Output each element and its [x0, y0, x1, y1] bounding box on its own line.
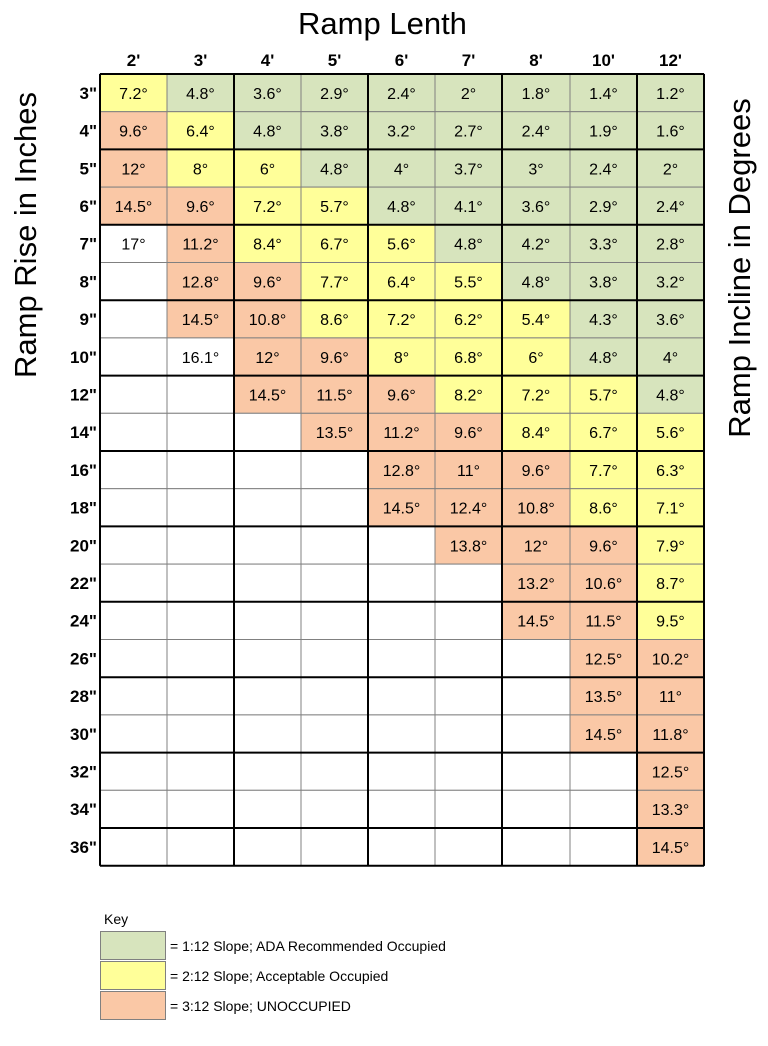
table-cell — [100, 338, 167, 376]
table-cell — [435, 790, 502, 828]
table-cell — [100, 300, 167, 338]
y-axis-title: Ramp Rise in Inches — [8, 91, 43, 379]
table-cell — [435, 753, 502, 791]
table-cell — [368, 753, 435, 791]
cell-value: 8° — [192, 161, 209, 179]
cell-value: 11.5° — [585, 613, 622, 631]
cell-value: 12.8° — [382, 462, 421, 480]
table-cell — [502, 640, 570, 678]
row-header: 18" — [70, 498, 97, 518]
cell-value: 14.5° — [114, 198, 153, 216]
table-cell — [301, 790, 368, 828]
cell-value: 8.2° — [454, 387, 483, 405]
table-cell — [100, 451, 167, 489]
row-header: 32" — [70, 762, 97, 782]
row-header: 3" — [79, 83, 97, 103]
cell-value: 11.8° — [652, 726, 689, 744]
cell-value: 7.7° — [589, 462, 618, 480]
cell-value: 6.4° — [387, 274, 416, 292]
table-cell — [234, 564, 301, 602]
table-cell — [167, 376, 234, 414]
table-cell — [234, 753, 301, 791]
table-cell — [234, 602, 301, 640]
table-cell — [167, 489, 234, 527]
column-header: 3' — [193, 51, 208, 70]
cell-value: 11.2° — [182, 236, 219, 254]
table-cell — [234, 526, 301, 564]
row-header: 4" — [79, 121, 97, 141]
table-cell — [368, 715, 435, 753]
table-cell — [368, 564, 435, 602]
cell-value: 11.2° — [383, 425, 420, 443]
cell-value: 2.9° — [589, 198, 618, 216]
cell-value: 2.4° — [589, 161, 618, 179]
cell-value: 8.6° — [589, 500, 618, 518]
cell-value: 7.1° — [656, 500, 685, 518]
cell-value: 12.4° — [449, 500, 488, 518]
cell-value: 14.5° — [651, 839, 690, 857]
cell-value: 11° — [658, 689, 683, 707]
cell-value: 16.1° — [181, 349, 220, 367]
cell-value: 3.2° — [656, 274, 685, 292]
legend-title: Key — [104, 911, 129, 927]
table-cell — [502, 677, 570, 715]
table-cell — [301, 828, 368, 866]
table-cell — [100, 489, 167, 527]
cell-value: 8.4° — [253, 236, 282, 254]
table-cell — [100, 564, 167, 602]
cell-value: 4.8° — [186, 85, 215, 103]
table-cell — [167, 715, 234, 753]
cell-value: 14.5° — [181, 312, 220, 330]
row-header: 28" — [70, 687, 97, 707]
table-cell — [301, 451, 368, 489]
cell-value: 11.5° — [316, 387, 353, 405]
cell-value: 2.7° — [454, 123, 483, 141]
cell-value: 14.5° — [584, 726, 623, 744]
row-header: 20" — [70, 536, 97, 556]
table-cell — [234, 828, 301, 866]
cell-value: 6.3° — [656, 462, 685, 480]
table-cell — [301, 564, 368, 602]
cell-value: 5.6° — [656, 425, 685, 443]
value-axis-title: Ramp Incline in Degrees — [722, 98, 757, 438]
cell-value: 12.5° — [651, 764, 690, 782]
cell-value: 10.8° — [248, 312, 287, 330]
cell-value: 9.6° — [589, 538, 618, 556]
cell-value: 4.8° — [454, 236, 483, 254]
cell-value: 6.4° — [186, 123, 215, 141]
cell-value: 12.8° — [181, 274, 220, 292]
row-header: 8" — [79, 272, 97, 292]
cell-value: 1.2° — [656, 85, 685, 103]
table-cell — [100, 715, 167, 753]
table-cell — [435, 715, 502, 753]
table-cell — [167, 753, 234, 791]
legend-swatch-acceptable — [100, 961, 166, 990]
column-header: 2' — [126, 51, 141, 70]
row-header: 10" — [70, 347, 97, 367]
table-cell — [301, 489, 368, 527]
cell-value: 2° — [662, 161, 679, 179]
cell-value: 4.8° — [656, 387, 685, 405]
cell-value: 4.8° — [387, 198, 416, 216]
legend-swatch-unoccupied — [100, 991, 166, 1020]
table-cell — [100, 376, 167, 414]
table-cell — [100, 263, 167, 301]
row-header: 30" — [70, 724, 97, 744]
cell-value: 9.6° — [320, 349, 349, 367]
cell-value: 1.6° — [656, 123, 685, 141]
cell-value: 6.7° — [320, 236, 349, 254]
cell-value: 7.2° — [253, 198, 282, 216]
cell-value: 2.4° — [521, 123, 551, 141]
table-cell — [301, 715, 368, 753]
cell-value: 10.8° — [517, 500, 555, 518]
table-cell — [234, 451, 301, 489]
cell-value: 11° — [456, 462, 481, 480]
cell-value: 3° — [528, 161, 544, 179]
cell-value: 8° — [393, 349, 410, 367]
table-cell — [100, 602, 167, 640]
cell-value: 6° — [259, 161, 276, 179]
cell-value: 17° — [121, 236, 146, 254]
cell-value: 2.8° — [656, 236, 685, 254]
table-cell — [301, 526, 368, 564]
cell-value: 7.2° — [387, 312, 416, 330]
cell-value: 2° — [460, 85, 477, 103]
table-cell — [167, 451, 234, 489]
row-header: 36" — [70, 837, 97, 857]
chart-title: Ramp Lenth — [298, 6, 467, 41]
table-cell — [435, 564, 502, 602]
cell-value: 9.5° — [656, 613, 685, 631]
table-cell — [234, 715, 301, 753]
table-cell — [368, 828, 435, 866]
table-cell — [301, 677, 368, 715]
table-cell — [100, 790, 167, 828]
table-cell — [301, 640, 368, 678]
cell-value: 8.4° — [521, 425, 551, 443]
cell-value: 3.3° — [589, 236, 618, 254]
cell-value: 3.8° — [320, 123, 349, 141]
cell-value: 6.2° — [454, 312, 483, 330]
cell-value: 5.6° — [387, 236, 416, 254]
table-cell — [100, 640, 167, 678]
row-header: 7" — [79, 234, 97, 254]
table-cell — [167, 413, 234, 451]
row-header: 34" — [70, 800, 97, 820]
cell-value: 13.5° — [315, 425, 354, 443]
table-cell — [167, 564, 234, 602]
cell-value: 9.6° — [186, 198, 215, 216]
table-cell — [435, 602, 502, 640]
cell-value: 3.2° — [387, 123, 416, 141]
table-cell — [368, 790, 435, 828]
column-header: 10' — [592, 51, 615, 70]
cell-value: 5.7° — [589, 387, 618, 405]
table-cell — [368, 677, 435, 715]
legend-item-ada — [100, 931, 660, 961]
table-cell — [502, 790, 570, 828]
column-header: 7' — [461, 51, 476, 70]
cell-value: 7.7° — [320, 274, 349, 292]
cell-value: 13.8° — [449, 538, 488, 556]
row-header: 12" — [70, 385, 97, 405]
cell-value: 5.5° — [454, 274, 483, 292]
table-cell — [234, 640, 301, 678]
cell-value: 1.9° — [589, 123, 618, 141]
table-cell — [100, 753, 167, 791]
cell-value: 4.8° — [320, 161, 349, 179]
cell-value: 4° — [662, 349, 679, 367]
row-header: 9" — [79, 310, 97, 330]
cell-value: 3.6° — [521, 198, 551, 216]
cell-value: 2.9° — [320, 85, 349, 103]
table-cell — [570, 753, 637, 791]
cell-value: 4.2° — [521, 236, 551, 254]
table-cell — [234, 677, 301, 715]
table-cell — [100, 677, 167, 715]
table-cell — [234, 790, 301, 828]
cell-value: 7.2° — [521, 387, 551, 405]
cell-value: 12° — [523, 538, 549, 556]
cell-value: 2.4° — [387, 85, 416, 103]
table-cell — [301, 602, 368, 640]
cell-value: 12° — [121, 161, 146, 179]
cell-value: 3.6° — [656, 312, 685, 330]
cell-value: 12° — [255, 349, 280, 367]
cell-value: 10.6° — [584, 575, 623, 593]
legend-label-acceptable: = 2:12 Slope; Acceptable Occupied — [170, 968, 389, 984]
cell-value: 6° — [528, 349, 544, 367]
cell-value: 4° — [393, 161, 410, 179]
cell-value: 4.8° — [521, 274, 551, 292]
cell-value: 3.6° — [253, 85, 282, 103]
cell-value: 7.9° — [656, 538, 685, 556]
cell-value: 5.4° — [521, 312, 551, 330]
row-header: 5" — [79, 159, 97, 179]
table-cell — [435, 677, 502, 715]
row-header: 26" — [70, 649, 97, 669]
cell-value: 9.6° — [454, 425, 483, 443]
column-header: 8' — [529, 51, 543, 70]
cell-value: 8.6° — [320, 312, 349, 330]
cell-value: 1.4° — [589, 85, 618, 103]
cell-value: 13.3° — [651, 802, 690, 820]
cell-value: 6.8° — [454, 349, 483, 367]
table-cell — [167, 602, 234, 640]
cell-value: 7.2° — [119, 85, 148, 103]
cell-value: 10.2° — [651, 651, 690, 669]
table-cell — [435, 640, 502, 678]
cell-value: 5.7° — [320, 198, 349, 216]
row-header: 14" — [70, 423, 97, 443]
cell-value: 9.6° — [253, 274, 282, 292]
cell-value: 3.7° — [454, 161, 483, 179]
column-header: 6' — [394, 51, 409, 70]
row-header: 22" — [70, 573, 97, 593]
cell-value: 9.6° — [387, 387, 416, 405]
cell-value: 4.3° — [589, 312, 618, 330]
table-cell — [167, 790, 234, 828]
cell-value: 12.5° — [584, 651, 623, 669]
row-header: 6" — [79, 196, 97, 216]
table-cell — [100, 828, 167, 866]
table-cell — [502, 753, 570, 791]
cell-value: 13.2° — [517, 575, 555, 593]
legend-label-unoccupied: = 3:12 Slope; UNOCCUPIED — [170, 998, 351, 1014]
cell-value: 1.8° — [521, 85, 551, 103]
table-cell — [435, 828, 502, 866]
cell-value: 3.8° — [589, 274, 618, 292]
cell-value: 14.5° — [382, 500, 421, 518]
cell-value: 4.1° — [454, 198, 483, 216]
table-cell — [301, 753, 368, 791]
table-cell — [167, 677, 234, 715]
row-header: 16" — [70, 460, 97, 480]
table-cell — [100, 413, 167, 451]
cell-value: 4.8° — [589, 349, 618, 367]
table-cell — [502, 828, 570, 866]
table-cell — [570, 828, 637, 866]
cell-value: 4.8° — [253, 123, 282, 141]
table-cell — [502, 715, 570, 753]
cell-value: 6.7° — [589, 425, 618, 443]
table-cell — [570, 790, 637, 828]
legend-item-acceptable — [100, 961, 660, 991]
table-cell — [167, 526, 234, 564]
cell-value: 14.5° — [517, 613, 555, 631]
table-cell — [234, 489, 301, 527]
column-header: 4' — [260, 51, 275, 70]
table-cell — [234, 413, 301, 451]
cell-value: 9.6° — [119, 123, 148, 141]
legend-swatch-ada — [100, 931, 166, 960]
legend-label-ada: = 1:12 Slope; ADA Recommended Occupied — [170, 938, 446, 954]
column-header: 12' — [659, 51, 682, 70]
table-cell — [368, 526, 435, 564]
legend-item-unoccupied — [100, 991, 660, 1021]
column-header: 5' — [327, 51, 342, 70]
cell-value: 2.4° — [656, 198, 685, 216]
table-cell — [368, 640, 435, 678]
cell-value: 8.7° — [656, 575, 685, 593]
cell-value: 14.5° — [248, 387, 287, 405]
cell-value: 13.5° — [584, 689, 623, 707]
table-cell — [100, 526, 167, 564]
cell-value: 9.6° — [521, 462, 551, 480]
table-cell — [167, 828, 234, 866]
table-cell — [167, 640, 234, 678]
row-header: 24" — [70, 611, 97, 631]
table-cell — [368, 602, 435, 640]
